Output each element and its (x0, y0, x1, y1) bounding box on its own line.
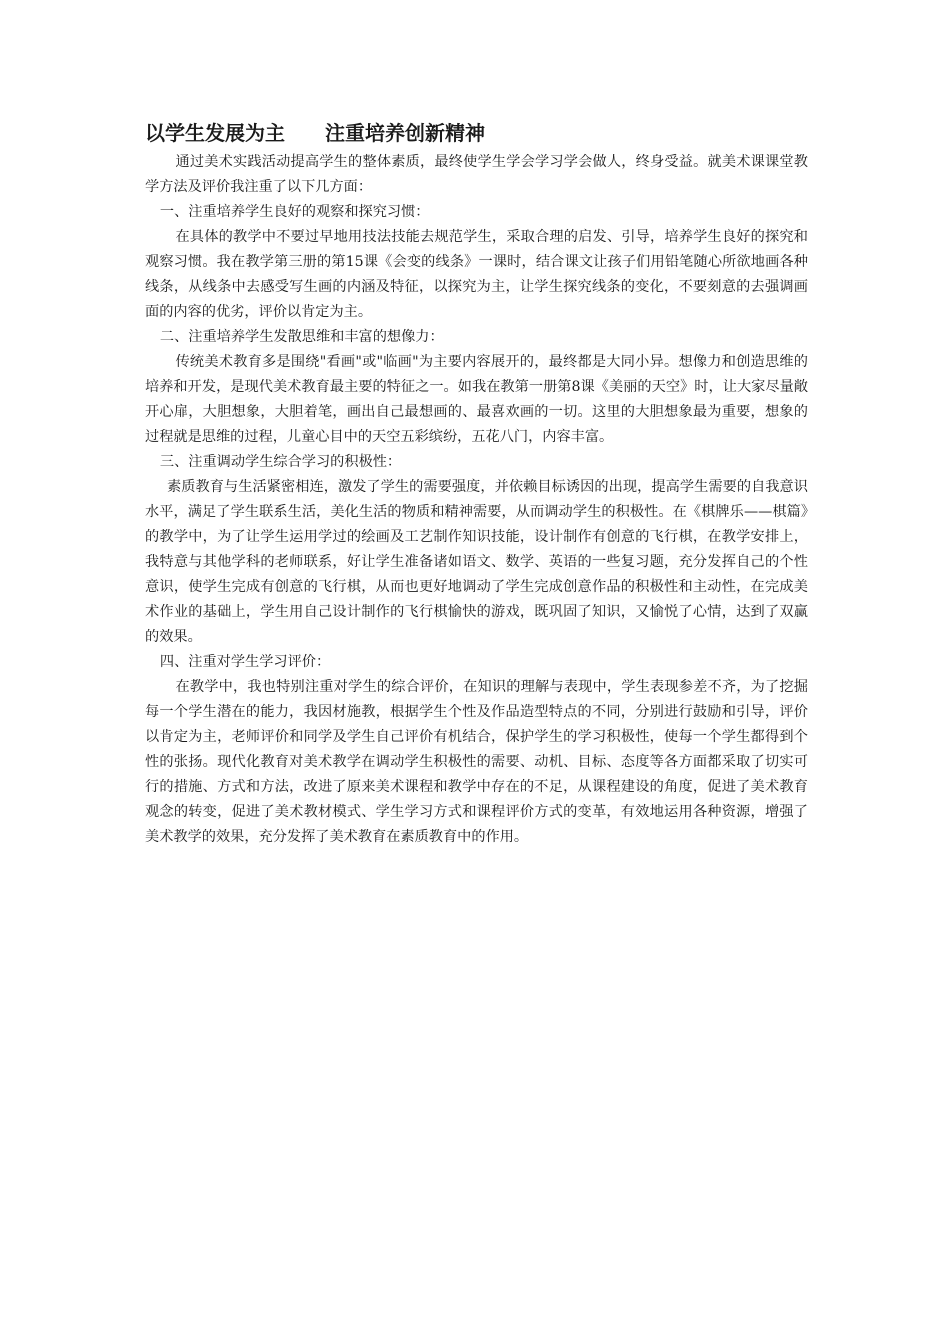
section-heading-2: 二、注重培养学生发散思维和丰富的想像力： (159, 329, 444, 345)
section-body-1: 在具体的教学中不要过早地用技法技能去规范学生，采取合理的启发、引导，培养学生良好的探究和观察习惯。我在教学第三册的第15课《会变的线条》一课时，结合课文让孩子们用铅笔随心所欲地画各种线条，从线条中去感受写生画的内涵及特征，以探究为主，让学生探究线条的变化，不要刻意的去强调画面的内容的优劣，评价以肯定为主。 (145, 229, 808, 320)
intro-paragraph: 通过美术实践活动提高学生的整体素质，最终使学生学会学习学会做人，终身受益。就美术课课堂教学方法及评价我注重了以下几方面： (145, 154, 808, 195)
document-page (145, 118, 808, 850)
section-body-2: 传统美术教育多是围绕"看画"或"临画"为主要内容展开的，最终都是大同小异。想像力和创造思维的培养和开发，是现代美术教育最主要的特征之一。如我在教第一册第8课《美丽的天空》时，让大家尽量敞开心扉，大胆想象，大胆着笔，画出自己最想画的、最喜欢画的一切。这里的大胆想象最为重要，想象的过程就是思维的过程，儿童心目中的天空五彩缤纷，五花八门，内容丰富。 (145, 354, 808, 445)
section-heading-1: 一、注重培养学生良好的观察和探究习惯： (159, 204, 430, 220)
section-heading-3: 三、注重调动学生综合学习的积极性： (159, 454, 402, 470)
section-heading-4: 四、注重对学生学习评价： (159, 654, 331, 670)
section-body-3: 素质教育与生活紧密相连，激发了学生的需要强度，并依赖目标诱因的出现，提高学生需要的自我意识水平，满足了学生联系生活，美化生活的物质和精神需要，从而调动学生的积极性。在《棋牌乐——棋篇》的教学中，为了让学生运用学过的绘画及工艺制作知识技能，设计制作有创意的飞行棋，在教学安排上，我特意与其他学科的老师联系，好让学生准备诸如语文、数学、英语的一些复习题，充分发挥自己的个性意识，使学生完成有创意的飞行棋，从而也更好地调动了学生完成创意作品的积极性和主动性，在完成美术作业的基础上，学生用自己设计制作的飞行棋愉快的游戏，既巩固了知识，又愉悦了心情，达到了双赢的效果。 (145, 479, 808, 645)
document-title: 以学生发展为主 注重培养创新精神 (145, 121, 485, 145)
section-body-4: 在教学中，我也特别注重对学生的综合评价，在知识的理解与表现中，学生表现参差不齐，为了挖掘每一个学生潜在的能力，我因材施教，根据学生个性及作品造型特点的不同，分别进行鼓励和引导，评价以肯定为主，老师评价和同学及学生自己评价有机结合，保护学生的学习积极性，使每一个学生都得到个性的张扬。现代化教育对美术教学在调动学生积极性的需要、动机、目标、态度等各方面都采取了切实可行的措施、方式和方法，改进了原来美术课程和教学中存在的不足，从课程建设的角度，促进了美术教育观念的转变，促进了美术教材模式、学生学习方式和课程评价方式的变革，有效地运用各种资源，增强了美术教学的效果，充分发挥了美术教育在素质教育中的作用。 (145, 679, 808, 845)
